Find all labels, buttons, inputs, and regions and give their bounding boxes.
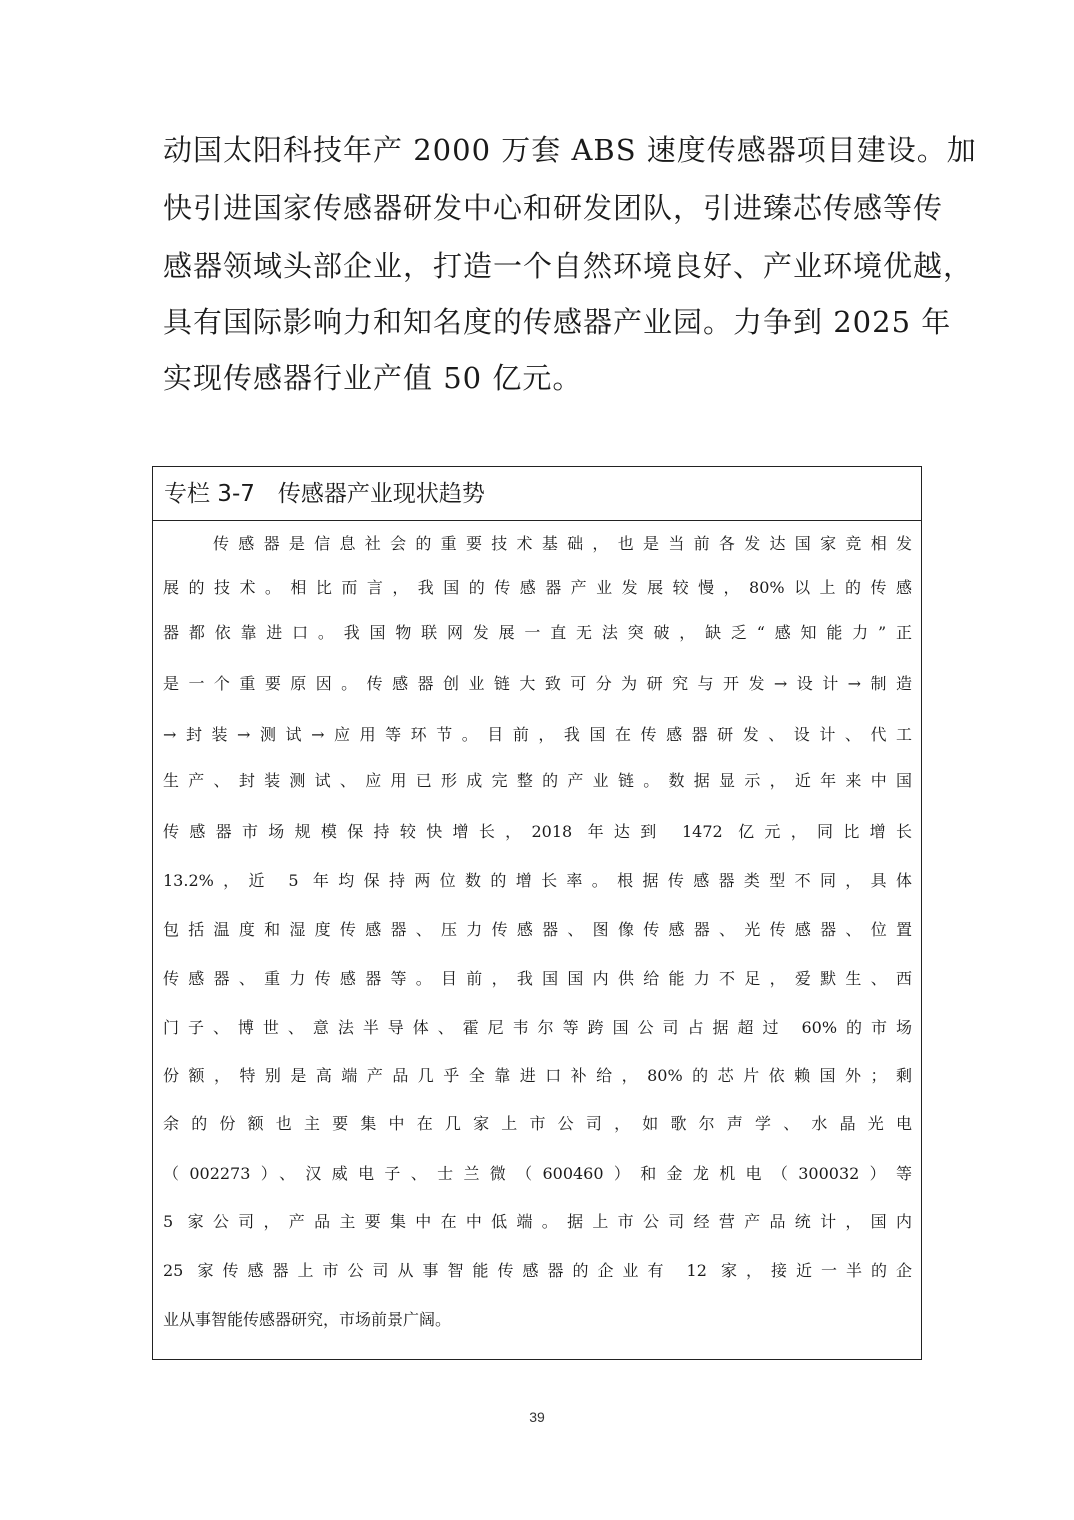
box-line: 器都依靠进口。我国物联网发展一直无法突破，缺乏“感知能力”正 [163,623,912,642]
paragraph-line: 感器领域头部企业，打造一个自然环境良好、产业环境优越， [163,249,974,283]
box-line: 13.2%，近 5 年均保持两位数的增长率。根据传感器类型不同，具体 [163,871,912,890]
box-line: 传感器、重力传感器等。目前，我国国内供给能力不足，爱默生、西 [163,969,912,988]
page-number: 39 [529,1409,545,1425]
box-line: 门子、博世、意法半导体、霍尼韦尔等跨国公司占据超过 60%的市场 [163,1018,912,1037]
box-line: 传感器市场规模保持较快增长，2018 年达到 1472 亿元，同比增长 [163,822,912,841]
paragraph-line: 快引进国家传感器研发中心和研发团队，引进臻芯传感等传 [163,191,944,225]
paragraph-line: 具有国际影响力和知名度的传感器产业园。力争到 2025 年 [163,305,952,339]
box-line: （002273）、汉威电子、士兰微（600460）和金龙机电（300032）等 [163,1164,912,1183]
box-line: 生产、封装测试、应用已形成完整的产业链。数据显示，近年来中国 [163,771,912,790]
box-line: →封装→测试→应用等环节。目前，我国在传感器研发、设计、代工 [163,725,912,744]
box-header [153,467,921,521]
box-line: 份额，特别是高端产品几乎全靠进口补给，80%的芯片依赖国外；剩 [163,1066,912,1085]
paragraph-line: 实现传感器行业产值 50 亿元。 [163,361,583,395]
paragraph-line: 动国太阳科技年产 2000 万套 ABS 速度传感器项目建设。加 [163,133,977,167]
box-line: 余的份额也主要集中在几家上市公司，如歌尔声学、水晶光电 [163,1114,912,1133]
box-line: 业从事智能传感器研究，市场前景广阔。 [163,1310,452,1329]
box-line: 展的技术。相比而言，我国的传感器产业发展较慢，80%以上的传感 [163,578,912,597]
box-line: 5 家公司，产品主要集中在中低端。据上市公司经营产品统计，国内 [163,1212,912,1231]
box-line: 传感器是信息社会的重要技术基础，也是当前各发达国家竞相发 [213,534,912,553]
box-line: 25 家传感器上市公司从事智能传感器的企业有 12 家，接近一半的企 [163,1261,912,1280]
box-line: 包括温度和湿度传感器、压力传感器、图像传感器、光传感器、位置 [163,920,912,939]
box-title: 专栏 3-7 传感器产业现状趋势 [164,481,485,507]
box-line: 是一个重要原因。传感器创业链大致可分为研究与开发→设计→制造 [163,674,912,693]
